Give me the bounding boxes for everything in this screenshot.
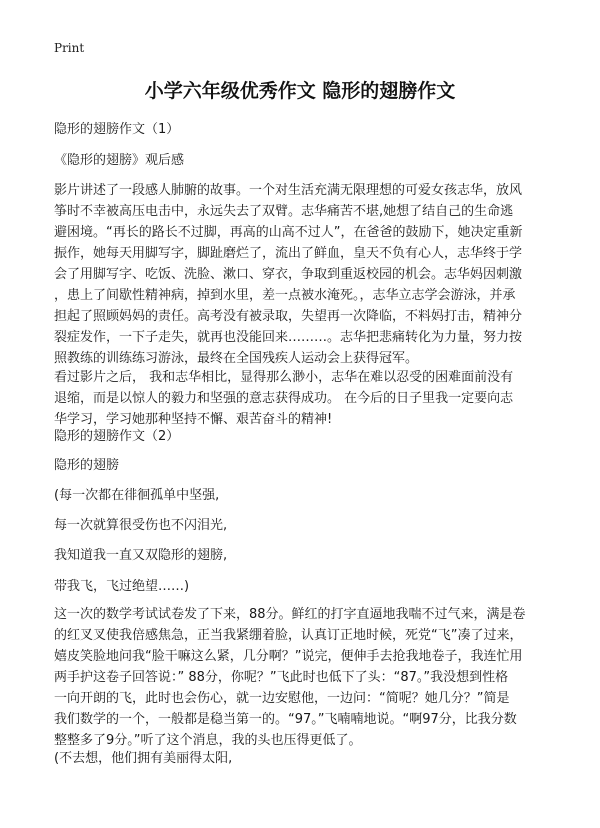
- paragraph-line: 照教练的训练练习游泳，最终在全国残疾人运动会上获得冠军。: [54, 351, 419, 366]
- poem-line-3: 我知道我一直又双隐形的翅膀,: [54, 548, 228, 563]
- print-link[interactable]: Print: [54, 41, 85, 55]
- paragraph-line: 华学习，学习她那种坚持不懈、艰苦奋斗的精神!: [54, 412, 333, 427]
- paragraph-line: 会了用脚写字、吃饭、洗脸、漱口、穿衣，争取到重返校园的机会。志华妈因刺激: [54, 267, 523, 282]
- section-subtitle-2: 隐形的翅膀: [54, 458, 120, 473]
- paragraph-line: 整整多了9分。”听了这个消息，我的头也压得更低了。: [54, 733, 362, 748]
- paragraph-line: 一向开朗的飞，此时也会伤心，就一边安慰他，一边问：“简呢？她几分？”简是: [54, 691, 510, 706]
- page-title: 小学六年级优秀作文 隐形的翅膀作文: [144, 80, 456, 102]
- paragraph-line: 看过影片之后， 我和志华相比，显得那么渺小，志华在难以忍受的困难面前没有: [54, 370, 514, 385]
- paragraph-line: 担起了照顾妈妈的责任。高考没有被录取，失望再一次降临，不料妈打击，精神分: [54, 309, 523, 324]
- poem-line-2: 每一次就算很受伤也不闪泪光,: [54, 518, 228, 533]
- poem-line-1: (每一次都在徘徊孤单中坚强,: [54, 488, 220, 503]
- section-heading-2: 隐形的翅膀作文（2）: [54, 429, 180, 444]
- poem-line-4: 带我飞，飞过绝望……): [54, 579, 190, 594]
- paragraph-line: 两手护这卷子回答说：” 88分，你呢？”飞此时也低下了头：“87。”我没想到性格: [54, 670, 509, 685]
- poem-line-5: (不去想，他们拥有美丽得太阳,: [54, 751, 233, 766]
- paragraph-line: 退缩，而是以惊人的毅力和坚强的意志获得成功。 在今后的日子里我一定要向志: [54, 391, 514, 406]
- paragraph-line: 嬉皮笑脸地问我“脸干嘛这么紧，几分啊？”说完，便伸手去抢我地卷子，我连忙用: [54, 649, 523, 664]
- paragraph-2: [54, 367, 546, 430]
- paragraph-line: ，患上了间歇性精神病，掉到水里，差一点被水淹死。，志华立志学会游泳，并承: [54, 288, 516, 303]
- paragraph-3: [54, 604, 546, 751]
- paragraph-line: 裂症发作，一下子走失，就再也没能回来………。志华把悲痛转化为力量，努力按: [54, 330, 523, 345]
- section-subtitle-1: 《隐形的翅膀》观后感: [54, 153, 185, 168]
- paragraph-line: 振作，她每天用脚写字，脚趾磨烂了，流出了鲜血，皇天不负有心人，志华终于学: [54, 246, 523, 261]
- paragraph-line: 我们数学的一个，一般都是稳当第一的。“97。”飞喃喃地说。“啊97分，比我分数: [54, 712, 517, 727]
- paragraph-line: 避困境。“再长的路长不过脚，再高的山高不过人”，在爸爸的鼓励下，她决定重新: [54, 225, 523, 240]
- paragraph-line: 这一次的数学考试试卷发了下来，88分。鲜红的打字直逼地我喘不过气来，满是卷: [54, 607, 526, 622]
- section-heading-1: 隐形的翅膀作文（1）: [54, 122, 180, 137]
- paragraph-1: [54, 180, 546, 369]
- paragraph-line: 的红叉叉使我倍感焦急，正当我紧绷着脸，认真订正地时候，死党“飞”凑了过来，: [54, 628, 523, 643]
- paragraph-line: 筝时不幸被高压电击中，永远失去了双臂。志华痛苦不堪,她想了结自己的生命逃: [54, 204, 514, 219]
- paragraph-line: 影片讲述了一段感人肺腑的故事。一个对生活充满无限理想的可爱女孩志华，放风: [54, 183, 523, 198]
